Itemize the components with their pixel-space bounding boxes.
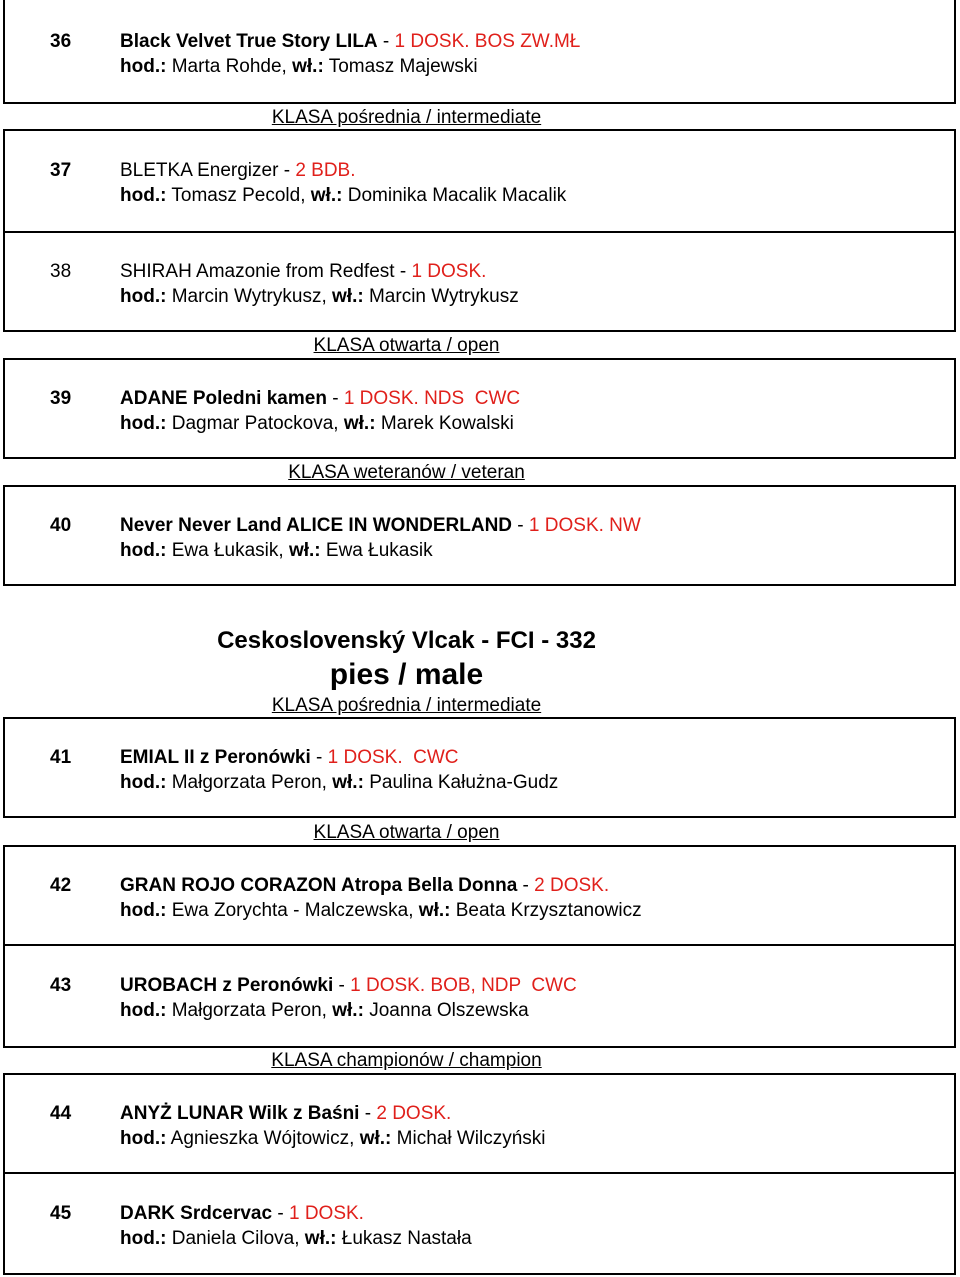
sex-heading: pies / male xyxy=(329,658,484,691)
entry-number: 42 xyxy=(50,875,72,896)
entry-39 xyxy=(3,358,956,459)
owner-label: wł.: xyxy=(304,1228,337,1249)
breeder-label: hod.: xyxy=(120,1228,167,1249)
owner-label: wł.: xyxy=(343,413,376,434)
owner-line xyxy=(120,1000,529,1022)
owner-label: wł.: xyxy=(418,900,451,921)
dog-line xyxy=(120,388,520,410)
owner-label: wł.: xyxy=(332,286,364,307)
owner-line xyxy=(120,540,433,562)
dog-name: Black Velvet True Story LILA xyxy=(120,31,378,52)
dog-line xyxy=(120,160,356,182)
dog-line xyxy=(120,747,459,769)
dog-line xyxy=(120,515,641,537)
dog-line xyxy=(120,975,577,997)
entry-45 xyxy=(3,1172,956,1275)
owner: Marcin Wytrykusz xyxy=(368,286,519,307)
entry-37 xyxy=(3,129,956,233)
breeder: Tomasz Pecold, xyxy=(171,185,306,206)
separator: - xyxy=(359,1103,377,1124)
entry-number: 40 xyxy=(50,515,72,536)
owner-line xyxy=(120,56,478,78)
class-heading: KLASA championów / champion xyxy=(271,1050,542,1071)
breeder-label: hod.: xyxy=(120,772,167,793)
dog-name: UROBACH z Peronówki xyxy=(120,975,334,996)
entry-43 xyxy=(3,944,956,1048)
separator: - xyxy=(394,261,412,282)
breeder-label: hod.: xyxy=(120,900,167,921)
breeder-label: hod.: xyxy=(120,413,167,434)
dog-name: ANYŻ LUNAR Wilk z Baśni xyxy=(120,1103,360,1124)
dog-line xyxy=(120,1103,451,1125)
owner: Tomasz Majewski xyxy=(328,56,478,77)
owner: Beata Krzysztanowicz xyxy=(455,900,642,921)
separator: - xyxy=(333,975,351,996)
entry-44 xyxy=(3,1073,956,1174)
dog-line xyxy=(120,31,580,53)
dog-name: GRAN ROJO CORAZON Atropa Bella Donna xyxy=(120,875,518,896)
owner-line xyxy=(120,1228,472,1250)
dog-name: Never Never Land ALICE IN WONDERLAND xyxy=(120,515,513,536)
entry-number: 36 xyxy=(50,31,72,52)
breeder: Ewa Łukasik, xyxy=(171,540,284,561)
owner-label: wł.: xyxy=(310,185,343,206)
owner-label: wł.: xyxy=(332,1000,364,1021)
separator: - xyxy=(377,31,395,52)
owner-line xyxy=(120,772,558,794)
owner: Łukasz Nastała xyxy=(341,1228,472,1249)
result: 1 DOSK. BOS ZW.MŁ xyxy=(394,31,581,52)
separator: - xyxy=(272,1203,289,1224)
breeder-label: hod.: xyxy=(120,540,167,561)
breeder-label: hod.: xyxy=(120,1000,167,1021)
dog-name: EMIAL II z Peronówki xyxy=(120,747,311,768)
class-heading: KLASA otwarta / open xyxy=(313,822,500,843)
owner: Joanna Olszewska xyxy=(369,1000,529,1021)
result: 2 DOSK. xyxy=(534,875,610,896)
breeder-label: hod.: xyxy=(120,1128,167,1149)
owner: Dominika Macalik Macalik xyxy=(347,185,567,206)
owner: Michał Wilczyński xyxy=(396,1128,546,1149)
entry-number: 45 xyxy=(50,1203,72,1224)
dog-line xyxy=(120,261,486,283)
owner-line xyxy=(120,413,514,435)
dog-line xyxy=(120,1203,364,1225)
owner: Ewa Łukasik xyxy=(325,540,433,561)
entry-number: 39 xyxy=(50,388,72,409)
owner: Marek Kowalski xyxy=(380,413,514,434)
breeder-label: hod.: xyxy=(120,185,167,206)
owner-line xyxy=(120,185,566,207)
separator: - xyxy=(278,160,296,181)
breeder: Marcin Wytrykusz, xyxy=(171,286,327,307)
separator: - xyxy=(517,875,535,896)
result: 1 DOSK. BOB, NDP CWC xyxy=(350,975,577,996)
result: 1 DOSK. xyxy=(288,1203,364,1224)
entry-number: 43 xyxy=(50,975,72,996)
owner-label: wł.: xyxy=(292,56,324,77)
breeder: Małgorzata Peron, xyxy=(171,1000,327,1021)
separator: - xyxy=(326,388,344,409)
dog-name: BLETKA Energizer xyxy=(120,160,279,181)
class-heading: KLASA weteranów / veteran xyxy=(288,462,525,483)
breeder: Dagmar Patockova, xyxy=(171,413,339,434)
breeder: Małgorzata Peron, xyxy=(171,772,327,793)
breed-title: Ceskoslovenský Vlcak - FCI - 332 xyxy=(217,627,596,654)
entry-41 xyxy=(3,717,956,818)
dog-name: SHIRAH Amazonie from Redfest xyxy=(120,261,395,282)
class-heading: KLASA otwarta / open xyxy=(313,335,500,356)
entry-number: 44 xyxy=(50,1103,72,1124)
breeder: Marta Rohde, xyxy=(171,56,287,77)
entry-42 xyxy=(3,845,956,946)
breeder-label: hod.: xyxy=(120,56,167,77)
entry-number: 38 xyxy=(50,261,72,282)
result: 1 DOSK. NW xyxy=(528,515,641,536)
breeder-label: hod.: xyxy=(120,286,167,307)
entry-number: 37 xyxy=(50,160,72,181)
separator: - xyxy=(310,747,328,768)
breeder: Ewa Zorychta - Malczewska, xyxy=(171,900,414,921)
class-heading: KLASA pośrednia / intermediate xyxy=(271,695,542,716)
breeder: Daniela Cilova, xyxy=(171,1228,300,1249)
owner-line xyxy=(120,1128,546,1150)
breeder: Agnieszka Wójtowicz, xyxy=(170,1128,355,1149)
owner-line xyxy=(120,900,642,922)
owner: Paulina Kałużna-Gudz xyxy=(369,772,559,793)
result: 2 BDB. xyxy=(295,160,356,181)
entry-38 xyxy=(3,231,956,332)
entry-number: 41 xyxy=(50,747,72,768)
entry-40 xyxy=(3,485,956,586)
entry-36 xyxy=(3,0,956,104)
owner-line xyxy=(120,286,519,308)
class-heading: KLASA pośrednia / intermediate xyxy=(271,107,542,128)
result: 1 DOSK. xyxy=(411,261,487,282)
owner-label: wł.: xyxy=(332,772,364,793)
owner-label: wł.: xyxy=(288,540,321,561)
result: 1 DOSK. CWC xyxy=(327,747,459,768)
dog-name: DARK Srdcervac xyxy=(120,1203,273,1224)
result: 2 DOSK. xyxy=(376,1103,452,1124)
owner-label: wł.: xyxy=(359,1128,392,1149)
result: 1 DOSK. NDS CWC xyxy=(343,388,521,409)
dog-name: ADANE Poledni kamen xyxy=(120,388,327,409)
separator: - xyxy=(512,515,529,536)
dog-line xyxy=(120,875,609,897)
